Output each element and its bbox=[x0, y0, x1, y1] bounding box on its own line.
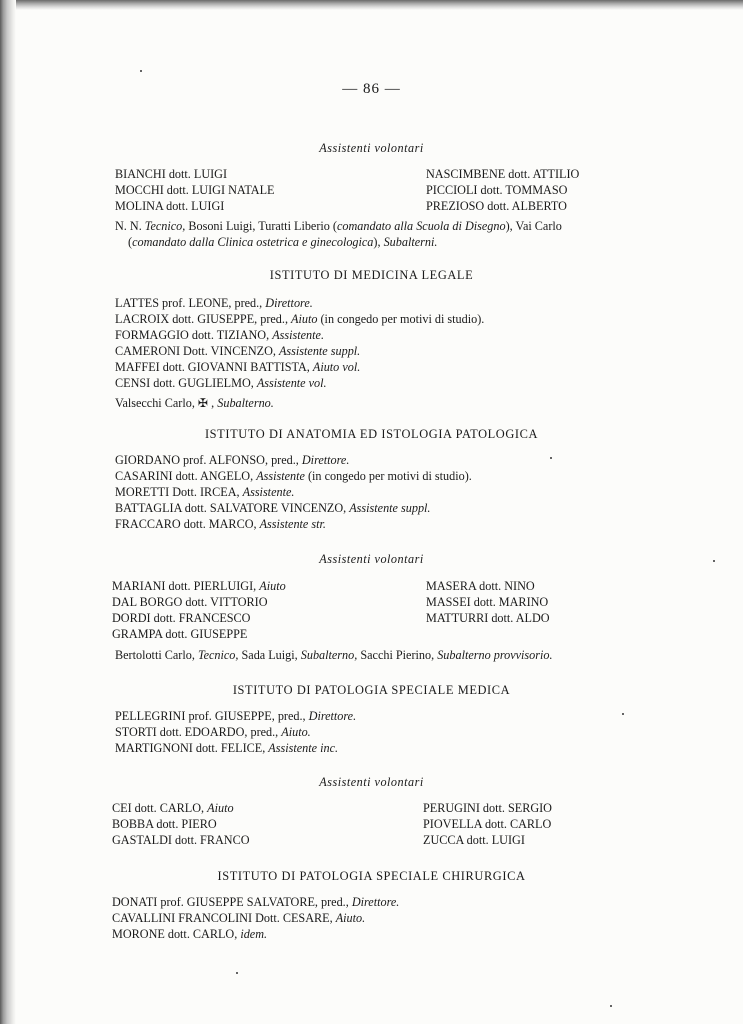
scan-speck bbox=[610, 1005, 612, 1007]
page-number: — 86 — bbox=[342, 81, 401, 97]
staff-row: DONATI prof. GIUSEPPE SALVATORE, pred., Direttore. bbox=[112, 895, 400, 909]
staff-row: Valsecchi Carlo, ✠ , Subalterno. bbox=[115, 396, 274, 410]
list-item: PIOVELLA dott. CARLO bbox=[423, 817, 552, 831]
list-item: PERUGINI dott. SERGIO bbox=[423, 801, 552, 815]
list-item: GRAMPA dott. GIUSEPPE bbox=[112, 627, 248, 641]
staff-row: MAFFEI dott. GIOVANNI BATTISTA, Aiuto vol. bbox=[115, 360, 361, 374]
staff-row: CAMERONI Dott. VINCENZO, Assistente suppl. bbox=[115, 344, 361, 358]
list-item: PICCIOLI dott. TOMMASO bbox=[426, 183, 568, 197]
section-heading-patologia-medica: ISTITUTO DI PATOLOGIA SPECIALE MEDICA bbox=[232, 683, 511, 697]
scan-speck bbox=[622, 713, 624, 715]
list-item: NASCIMBENE dott. ATTILIO bbox=[426, 167, 580, 181]
staff-line: Bertolotti Carlo, Tecnico, Sada Luigi, Subalterno, Sacchi Pierino, Subalterno provvisorio. bbox=[115, 648, 553, 662]
list-item: MOLINA dott. LUIGI bbox=[115, 199, 225, 213]
staff-line: N. N. Tecnico, Bosoni Luigi, Turatti Liberio (comandato alla Scuola di Disegno), Vai Carlo bbox=[115, 219, 562, 233]
list-item: ZUCCA dott. LUIGI bbox=[423, 833, 525, 847]
scan-speck bbox=[550, 457, 552, 459]
section-heading-anatomia: ISTITUTO DI ANATOMIA ED ISTOLOGIA PATOLOGICA bbox=[204, 427, 539, 441]
staff-row: FRACCARO dott. MARCO, Assistente str. bbox=[115, 517, 326, 531]
scan-speck bbox=[713, 560, 715, 562]
staff-row: MARTIGNONI dott. FELICE, Assistente inc. bbox=[115, 741, 339, 755]
subheading-assistenti-volontari: Assistenti volontari bbox=[319, 141, 424, 155]
staff-row: MORETTI Dott. IRCEA, Assistente. bbox=[115, 485, 295, 499]
section-heading-patologia-chirurgica: ISTITUTO DI PATOLOGIA SPECIALE CHIRURGICA bbox=[217, 869, 526, 883]
list-item: DAL BORGO dott. VITTORIO bbox=[112, 595, 268, 609]
staff-row: STORTI dott. EDOARDO, pred., Aiuto. bbox=[115, 725, 311, 739]
staff-line-continued: (comandato dalla Clinica ostetrica e ginecologica), Subalterni. bbox=[128, 235, 438, 249]
list-item: MASERA dott. NINO bbox=[426, 579, 535, 593]
list-item: BOBBA dott. PIERO bbox=[112, 817, 217, 831]
list-item: BIANCHI dott. LUIGI bbox=[115, 167, 228, 181]
list-item: PREZIOSO dott. ALBERTO bbox=[426, 199, 567, 213]
section-heading-medicina-legale: ISTITUTO DI MEDICINA LEGALE bbox=[269, 268, 474, 282]
list-item: MOCCHI dott. LUIGI NATALE bbox=[115, 183, 275, 197]
staff-row: GIORDANO prof. ALFONSO, pred., Direttore. bbox=[115, 453, 350, 467]
staff-row: CASARINI dott. ANGELO, Assistente (in congedo per motivi di studio). bbox=[115, 469, 472, 483]
list-item: MARIANI dott. PIERLUIGI, Aiuto bbox=[112, 579, 286, 593]
scan-speck bbox=[236, 972, 238, 974]
staff-row: LACROIX dott. GIUSEPPE, pred., Aiuto (in congedo per motivi di studio). bbox=[115, 312, 485, 326]
staff-row: MORONE dott. CARLO, idem. bbox=[112, 927, 268, 941]
subheading-assistenti-volontari: Assistenti volontari bbox=[319, 775, 424, 789]
staff-row: PELLEGRINI prof. GIUSEPPE, pred., Direttore. bbox=[115, 709, 357, 723]
list-item: MATTURRI dott. ALDO bbox=[426, 611, 550, 625]
staff-row: BATTAGLIA dott. SALVATORE VINCENZO, Assistente suppl. bbox=[115, 501, 431, 515]
list-item: GASTALDI dott. FRANCO bbox=[112, 833, 250, 847]
scan-speck bbox=[140, 70, 142, 72]
list-item: MASSEI dott. MARINO bbox=[426, 595, 549, 609]
subheading-assistenti-volontari: Assistenti volontari bbox=[319, 552, 424, 566]
scan-top-edge bbox=[0, 0, 743, 10]
staff-row: CENSI dott. GUGLIELMO, Assistente vol. bbox=[115, 376, 327, 390]
list-item: DORDI dott. FRANCESCO bbox=[112, 611, 251, 625]
staff-row: LATTES prof. LEONE, pred., Direttore. bbox=[115, 296, 313, 310]
staff-row: CAVALLINI FRANCOLINI Dott. CESARE, Aiuto. bbox=[112, 911, 366, 925]
staff-row: FORMAGGIO dott. TIZIANO, Assistente. bbox=[115, 328, 324, 342]
list-item: CEI dott. CARLO, Aiuto bbox=[112, 801, 234, 815]
